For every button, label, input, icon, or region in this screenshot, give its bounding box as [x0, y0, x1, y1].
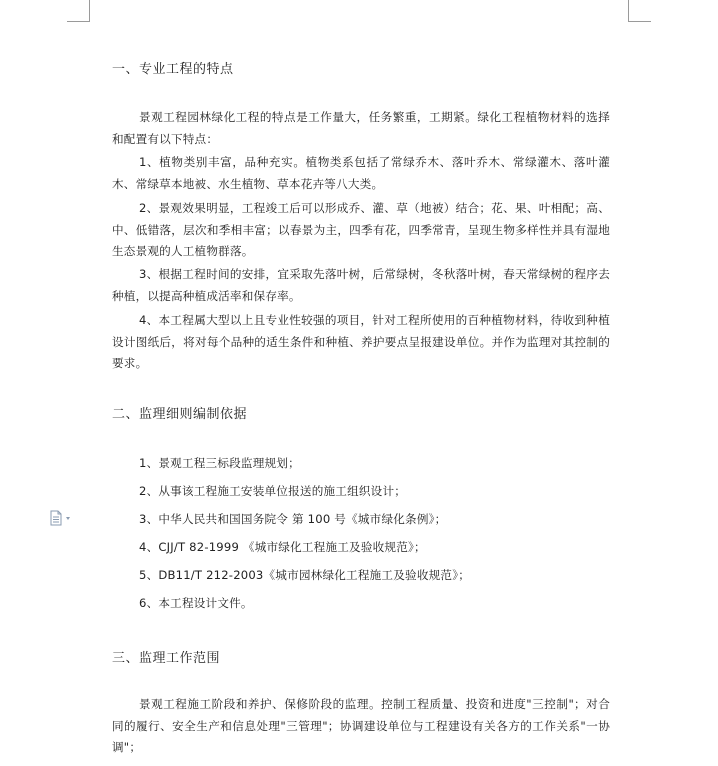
section-3-title: 三、监理工作范围 [112, 651, 221, 666]
section-3-intro: 景观工程施工阶段和养护、保修阶段的监理。控制工程质量、投资和进度"三控制"；对合同的履行、安全生产和信息处理"三管理"；协调建设单位与工程建设有关各方的工作关系"一协调"； [112, 697, 610, 754]
crop-mark-top-left-v [89, 0, 90, 22]
section-2-item-4: 4、CJJ/T 82-1999 《城市绿化工程施工及验收规范》； [139, 540, 426, 554]
section-1-intro: 景观工程园林绿化工程的特点是工作量大，任务繁重，工期紧。绿化工程植物材料的选择和配置有以下特点： [112, 110, 610, 146]
section-1-item-4: 4、本工程属大型以上且专业性较强的项目，针对工程所使用的百种植物材料，待收到种植设计图纸后，将对每个品种的适生条件和种植、养护要点呈报建设单位。并作为监理对其控制的要求。 [112, 313, 610, 370]
document-icon [49, 510, 75, 526]
document-dropdown-icon[interactable] [49, 510, 75, 526]
section-2-title: 二、监理细则编制依据 [112, 407, 248, 422]
section-1-item-1: 1、植物类别丰富，品种充实。植物类系包括了常绿乔木、落叶乔木、常绿灌木、落叶灌木、常绿草本地被、水生植物、草本花卉等八大类。 [112, 155, 610, 191]
crop-mark-top-left-h [67, 21, 89, 22]
section-2-item-5: 5、DB11/T 212-2003《城市园林绿化工程施工及验收规范》； [139, 568, 470, 582]
section-2-item-3: 3、中华人民共和国国务院令 第 100 号《城市绿化条例》； [139, 512, 447, 526]
section-2-item-2: 2、从事该工程施工安装单位报送的施工组织设计； [139, 484, 407, 498]
crop-mark-top-right-h [629, 21, 651, 22]
section-2-item-6: 6、本工程设计文件。 [139, 596, 253, 610]
section-1-item-3: 3、根据工程时间的安排，宜采取先落叶树，后常绿树，冬秋落叶树，春天常绿树的程序去种植，以提高种植成活率和保存率。 [112, 267, 610, 303]
section-1-title: 一、专业工程的特点 [112, 62, 234, 77]
section-1-item-2: 2、景观效果明显，工程竣工后可以形成乔、灌、草（地被）结合；花、果、叶相配；高、中、低错落，层次和季相丰富；以春景为主，四季有花，四季常青，呈现生物多样性并具有湿地生态景观的人工植物群落。 [112, 201, 610, 258]
section-2-item-1: 1、景观工程三标段监理规划； [139, 456, 300, 470]
crop-mark-top-right-v [628, 0, 629, 22]
